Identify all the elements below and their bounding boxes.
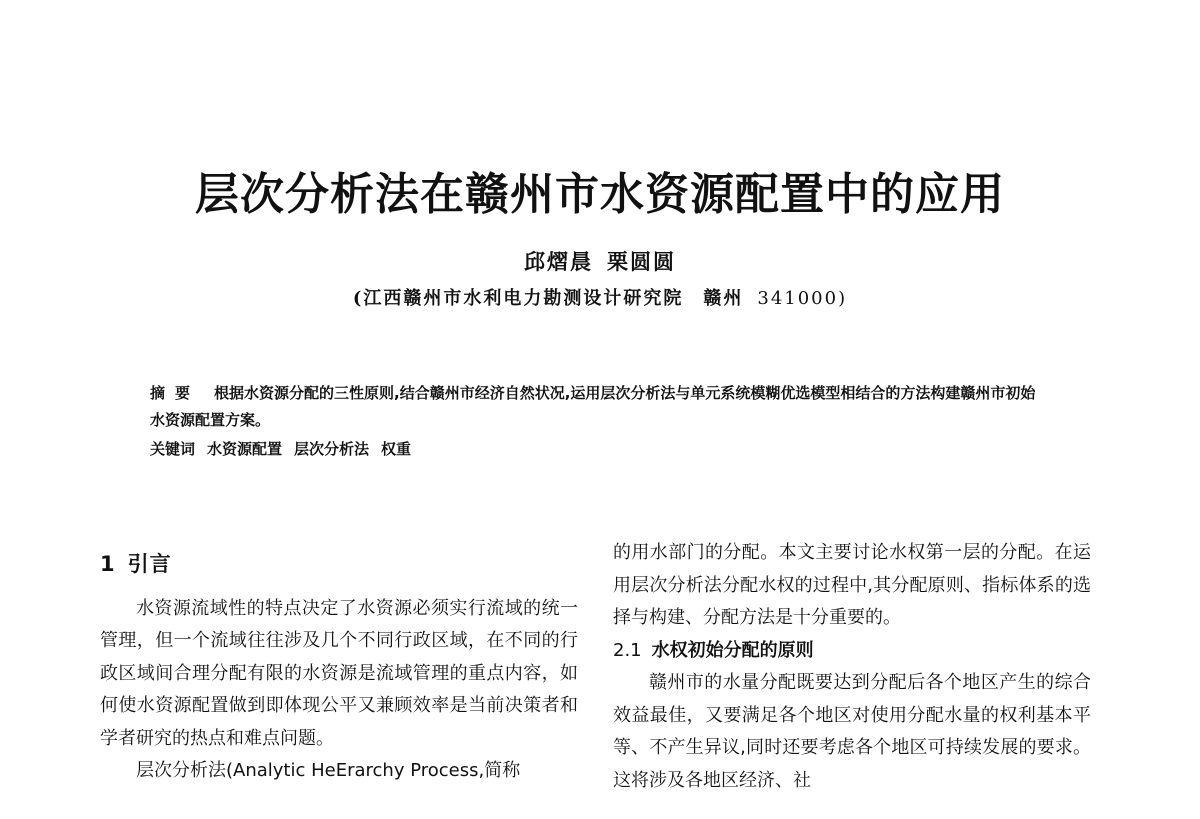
- paragraph: 的用水部门的分配。本文主要讨论水权第一层的分配。在运用层次分析法分配水权的过程中,其分配原则、指标体系的选择与构建、分配方法是十分重要的。: [613, 542, 1091, 628]
- left-column: [100, 548, 578, 788]
- author-list: [0, 246, 1200, 276]
- section-number: 1: [100, 552, 116, 576]
- section-heading: [100, 548, 578, 581]
- right-column: [613, 537, 1091, 797]
- paragraph: 赣州市的水量分配既要达到分配后各个地区产生的综合效益最佳，又要满足各个地区对使用分配水量的权利基本平等、不产生异议,同时还要考虑各个地区可持续发展的要求。这将涉及各地区经济、社: [613, 672, 1091, 791]
- paragraph: 水资源流域性的特点决定了水资源必须实行流域的统一管理，但一个流域往往涉及几个不同行政区域，在不同的行政区域间合理分配有限的水资源是流域管理的重点内容，如何使水资源配置做到即体现公平又兼顾效率是当前决策者和学者研究的热点和难点问题。: [100, 597, 578, 749]
- section-title: 引言: [127, 552, 172, 576]
- abstract-label: 摘要: [150, 384, 201, 402]
- affiliation-org: (江西赣州市水利电力勘测设计研究院 赣州: [352, 288, 744, 309]
- keyword: 水资源配置: [207, 440, 283, 458]
- keyword: 层次分析法: [294, 440, 370, 458]
- subsection-number: 2.1: [613, 639, 642, 661]
- affiliation-zip: 341000): [757, 288, 848, 309]
- abstract: [150, 380, 1050, 434]
- paper-title: 层次分析法在赣州市水资源配置中的应用: [195, 169, 1005, 220]
- keyword: 权重: [381, 440, 412, 458]
- author-name: 栗圆圆: [607, 250, 676, 274]
- keywords: [150, 436, 1050, 463]
- abstract-text: 根据水资源分配的三性原则,结合赣州市经济自然状况,运用层次分析法与单元系统模糊优选模型相结合的方法构建赣州市初始水资源配置方案。: [150, 384, 1036, 429]
- author-name: 邱熠晨: [524, 250, 593, 274]
- paragraph: 层次分析法(Analytic HeErarchy Process,简称: [136, 760, 521, 781]
- affiliation: [0, 284, 1200, 310]
- subsection-title: 水权初始分配的原则: [651, 639, 814, 661]
- keywords-label: 关键词: [150, 440, 196, 458]
- subsection-heading: [613, 635, 1091, 668]
